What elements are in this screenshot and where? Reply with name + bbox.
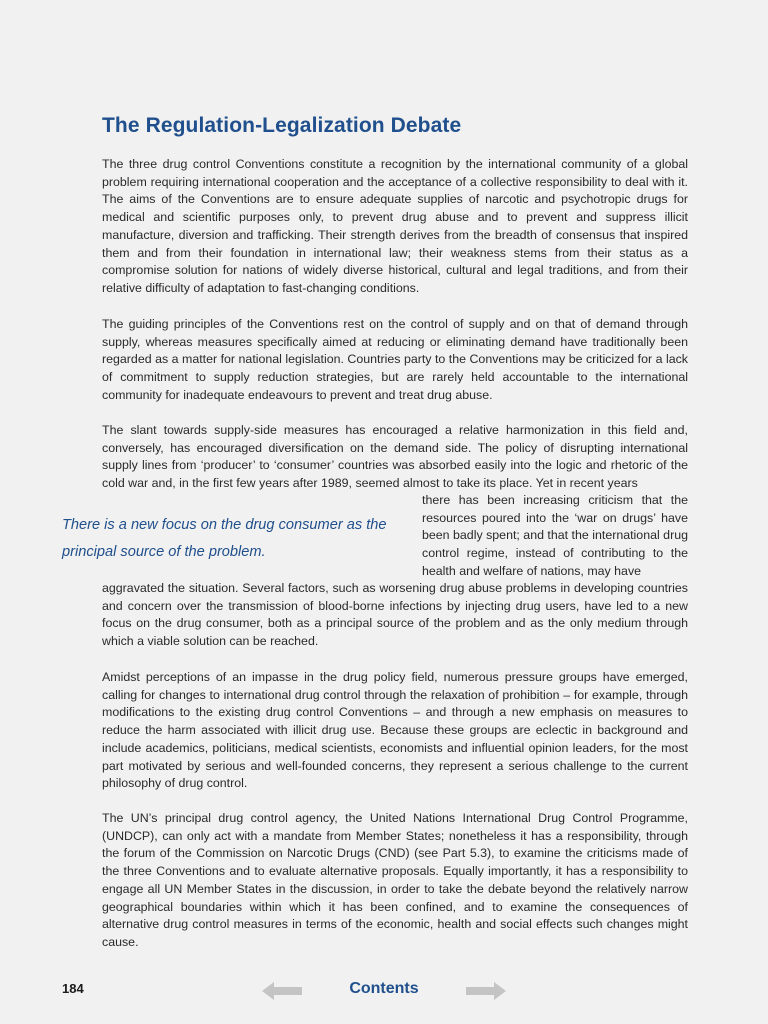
paragraph-supply-side-part2: there has been increasing criticism that the resources poured into the ‘war on drugs’ have been badly spent; and that the international drug control regime, instead of contributing to the health and welfare of nations, may have xyxy=(422,493,688,578)
paragraph-guiding-principles: The guiding principles of the Conventions rest on the control of supply and on that of demand through supply, whereas measures specifically aimed at reducing or eliminating demand have traditionally been regarded as a matter for national legislation. Countries party to the Conventions may be criticized for a lack of commitment to supply reduction strategies, but are rarely held accountable to the international community for inadequate endeavours to prevent and treat drug abuse. xyxy=(102,317,688,402)
contents-link[interactable]: Contents xyxy=(349,980,419,997)
paragraph-undcp-mandate: The UN’s principal drug control agency, the United Nations International Drug Control Programme, (UNDCP), can only act with a mandate from Member States; nonetheless it has a responsibility, through the forum of the Commission on Narcotic Drugs (CND) (see Part 5.3), to examine the criticisms made of the three Conventions and to evaluate alternative proposals. Equally importantly, it has a responsibility to engage all UN Member States in the discussion, in order to take the debate beyond the relatively narrow geographical boundaries within which it has been confined, and to examine the consequences of alternative drug control measures in terms of the economic, health and social effects such changes might cause. xyxy=(102,811,688,949)
paragraph-conventions-overview: The three drug control Conventions constitute a recognition by the international community of a global problem requiring international cooperation and the acceptance of a collective responsibility to deal with it. The aims of the Conventions are to ensure adequate supplies of narcotic and psychotropic drugs for medical and scientific purposes only, to prevent drug abuse and to prevent and suppress illicit manufacture, diversion and trafficking. Their strength derives from the breadth of consensus that inspired them and from their foundation in international law; their weakness stems from their status as a compromise solution for nations of widely diverse historical, cultural and legal traditions, and from their relative difficulty of adaptation to fast-changing conditions. xyxy=(102,157,688,295)
page-title: The Regulation-Legalization Debate xyxy=(102,114,462,137)
paragraph-supply-side-part3: aggravated the situation. Several factors, such as worsening drug abuse problems in developing countries and concern over the transmission of blood-borne infections by injecting drug users, have led to a new focus on the drug consumer, both as a principal source of the problem and as the only medium through which a viable solution can be reached. xyxy=(102,581,688,649)
page-number: 184 xyxy=(62,981,84,996)
pull-quote: There is a new focus on the drug consumer as the principal source of the problem. xyxy=(62,517,387,560)
right-arrow-icon[interactable] xyxy=(466,982,506,1000)
footer-navigation xyxy=(262,976,506,1006)
paragraph-pressure-groups: Amidst perceptions of an impasse in the drug policy field, numerous pressure groups have emerged, calling for changes to international drug control through the relaxation of prohibition – for example, through modifications to the existing drug control Conventions – and through a new emphasis on measures to reduce the harm associated with illicit drug use. Because these groups are eclectic in background and include academics, politicians, medical scientists, economists and influential opinion leaders, for the most part motivated by serious and well-founded concerns, they represent a serious challenge to the current philosophy of drug control. xyxy=(102,670,688,791)
paragraph-supply-side-part1: The slant towards supply-side measures has encouraged a relative harmonization in this field and, conversely, has encouraged diversification on the demand side. The policy of disrupting international supply lines from ‘producer’ to ‘consumer’ countries was absorbed easily into the logic and rhetoric of the cold war and, in the first few years after 1989, seemed almost to take its place. Yet in recent years xyxy=(102,423,688,491)
